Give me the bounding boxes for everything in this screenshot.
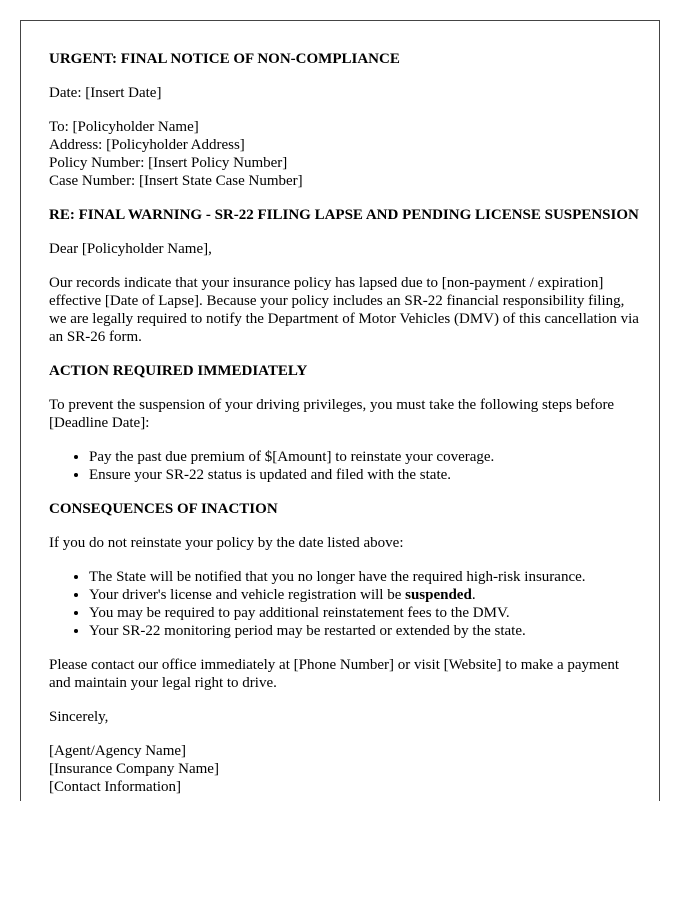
letter-page [20, 20, 660, 801]
recipient-address: Address: [Policyholder Address] [49, 137, 245, 153]
action-lead: To prevent the suspension of your driving privileges, you must take the following steps before [Deadline Date]: [49, 397, 615, 431]
consequence-text-end: . [471, 587, 476, 603]
agent-name: [Agent/Agency Name] [49, 743, 187, 759]
suspended-emphasis: suspended [405, 587, 472, 603]
intro-paragraph: Our records indicate that your insurance policy has lapsed due to [non-payment / expiration] effective [Date of Lapse]. Because your policy includes an SR-22 financial responsibility filing, we are legally required to notify the Department of Motor Vehicles (DMV) of this cancellation via an SR-26 form. [49, 275, 639, 345]
consequences-lead: If you do not reinstate your policy by the date listed above: [49, 535, 404, 551]
action-item: • Ensure your SR-22 status is updated and filed with the state. [89, 466, 639, 484]
consequence-item: • The State will be notified that you no longer have the required high-risk insurance. [89, 568, 639, 586]
action-item: • Pay the past due premium of $[Amount] to reinstate your coverage. [89, 448, 639, 466]
case-number: Case Number: [Insert State Case Number] [49, 173, 303, 189]
re-line: RE: FINAL WARNING - SR-22 FILING LAPSE AND PENDING LICENSE SUSPENSION [49, 207, 639, 223]
consequence-text: Your driver's license and vehicle registration will be [89, 587, 406, 603]
date-line: Date: [Insert Date] [49, 85, 162, 101]
notice-title: URGENT: FINAL NOTICE OF NON-COMPLIANCE [49, 51, 400, 67]
consequences-list [49, 568, 639, 640]
recipient-block [49, 118, 639, 190]
action-list [49, 448, 639, 484]
closing-paragraph: Please contact our office immediately at [Phone Number] or visit [Website] to make a payment and maintain your legal right to drive. [49, 657, 619, 691]
recipient-name: To: [Policyholder Name] [49, 119, 199, 135]
consequence-item: • You may be required to pay additional reinstatement fees to the DMV. [89, 604, 639, 622]
letter-content [49, 50, 639, 796]
consequences-heading: CONSEQUENCES OF INACTION [49, 501, 278, 517]
sign-off: Sincerely, [49, 709, 109, 725]
contact-info: [Contact Information] [49, 779, 182, 795]
consequence-item [89, 586, 639, 604]
action-heading: ACTION REQUIRED IMMEDIATELY [49, 363, 308, 379]
consequence-item: • Your SR-22 monitoring period may be restarted or extended by the state. [89, 622, 639, 640]
salutation: Dear [Policyholder Name], [49, 241, 212, 257]
company-name: [Insurance Company Name] [49, 761, 219, 777]
policy-number: Policy Number: [Insert Policy Number] [49, 155, 288, 171]
signature-block [49, 742, 639, 796]
